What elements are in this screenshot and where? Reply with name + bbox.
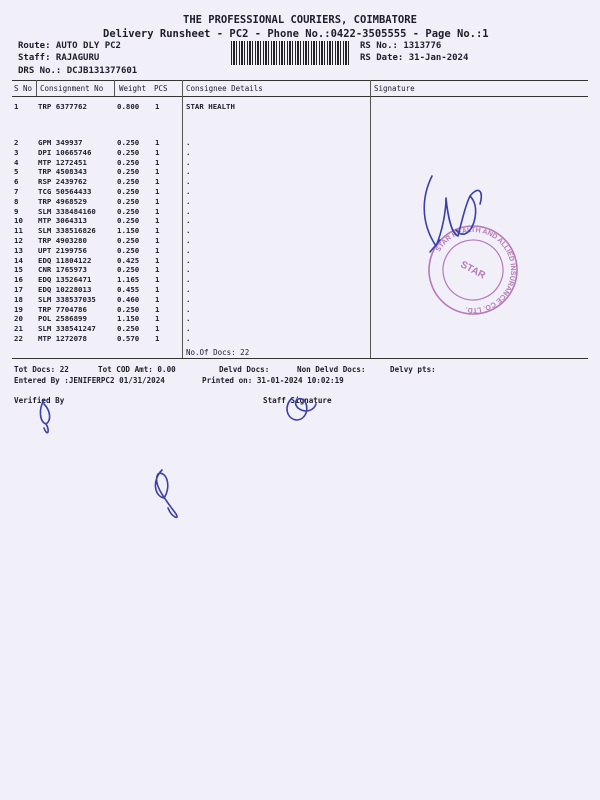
- weight-value: 0.250: [117, 216, 140, 226]
- runsheet-subtitle: Delivery Runsheet - PC2 - Phone No.:0422-3505555 - Page No.:1: [103, 28, 489, 40]
- stamp-ring-text: STAR HEALTH AND ALLIED INSURANCE CO. LTD.: [435, 226, 517, 314]
- consignment-number: DPI 10665746: [38, 147, 92, 157]
- serial-number: 1: [14, 102, 19, 111]
- consignment-number: MTP 1272451: [38, 157, 87, 167]
- serial-number: 7: [14, 187, 19, 196]
- col-header-consignment: Consignment No: [40, 84, 104, 93]
- serial-number: 13: [14, 245, 23, 255]
- consignment-number: TRP 7704786: [38, 304, 87, 314]
- weight-value: 0.460: [117, 294, 140, 304]
- consignee-details: .: [186, 216, 191, 226]
- serial-number: 8: [14, 196, 19, 206]
- consignee-details: .: [186, 138, 191, 147]
- serial-number: 18: [14, 294, 23, 304]
- serial-number: 10: [14, 216, 23, 226]
- consignee-details: .: [186, 275, 191, 285]
- pcs-count: 1: [155, 285, 160, 294]
- pcs-count: 1: [155, 245, 160, 255]
- consignee-details: .: [186, 157, 191, 167]
- pcs-count: 1: [155, 236, 160, 245]
- col-header-sno: S No: [14, 84, 33, 93]
- consignee-details: .: [186, 206, 191, 216]
- pcs-count: 1: [155, 206, 160, 216]
- col-header-pcs: PCS: [154, 84, 168, 93]
- consignee-details: .: [186, 187, 191, 196]
- signature-mark: [424, 176, 481, 252]
- serial-number: 19: [14, 304, 23, 314]
- consignee-details: .: [186, 265, 191, 275]
- consignee-details: .: [186, 236, 191, 245]
- serial-number: 2: [14, 138, 19, 147]
- weight-value: 0.250: [117, 236, 140, 245]
- non-delvd-docs: Non Delvd Docs:: [297, 365, 366, 374]
- consignee-details: .: [186, 245, 191, 255]
- weight-value: 1.150: [117, 314, 140, 324]
- serial-number: 6: [14, 177, 19, 187]
- weight-value: 0.250: [117, 167, 140, 177]
- weight-value: 0.250: [117, 196, 140, 206]
- consignment-number: CNR 1765973: [38, 265, 87, 275]
- consignment-number: UPT 2199756: [38, 245, 87, 255]
- consignee-details: .: [186, 196, 191, 206]
- consignee-details: .: [186, 177, 191, 187]
- pcs-count: 1: [155, 275, 160, 285]
- pcs-count: 1: [155, 138, 160, 147]
- weight-value: 0.250: [117, 138, 140, 147]
- rs-number: RS No.: 1313776: [360, 41, 442, 51]
- serial-number: 20: [14, 314, 23, 324]
- consignment-number: EDQ 11804122: [38, 255, 92, 265]
- weight-value: 0.250: [117, 147, 140, 157]
- consignment-number: SLM 338484160: [38, 206, 96, 216]
- serial-number: 12: [14, 236, 23, 245]
- weight-value: 0.250: [117, 324, 140, 334]
- pcs-count: 1: [155, 147, 160, 157]
- pcs-count: 1: [155, 304, 160, 314]
- serial-number: 22: [14, 334, 23, 343]
- consignee-details: .: [186, 294, 191, 304]
- consignee-details: .: [186, 334, 191, 343]
- serial-number: 5: [14, 167, 19, 177]
- initial-mark: [155, 470, 177, 517]
- consignment-number: GPM 349937: [38, 138, 83, 147]
- consignee-details: .: [186, 304, 191, 314]
- staff-label: Staff: RAJAGURU: [18, 53, 100, 63]
- consignment-number: EDQ 13526471: [38, 275, 92, 285]
- weight-value: 0.425: [117, 255, 140, 265]
- rs-date: RS Date: 31-Jan-2024: [360, 53, 469, 63]
- pcs-count: 1: [155, 177, 160, 187]
- weight-value: 0.250: [117, 304, 140, 314]
- consignee-details: .: [186, 147, 191, 157]
- consignment-number: EDQ 10228013: [38, 285, 92, 294]
- no-of-docs: No.Of Docs: 22: [186, 348, 250, 357]
- serial-number: 16: [14, 275, 23, 285]
- verified-by: Verified By: [14, 396, 65, 405]
- weight-value: 1.165: [117, 275, 140, 285]
- entered-by: Entered By :JENIFERPC2 01/31/2024: [14, 376, 165, 385]
- consignment-number: TRP 4508343: [38, 167, 87, 177]
- company-title: THE PROFESSIONAL COURIERS, COIMBATORE: [183, 14, 417, 26]
- col-header-consignee: Consignee Details: [186, 84, 263, 93]
- serial-number: 15: [14, 265, 23, 275]
- delvd-docs: Delvd Docs:: [219, 365, 270, 374]
- pcs-count: 1: [155, 324, 160, 334]
- serial-number: 17: [14, 285, 23, 294]
- pcs-count: 1: [155, 102, 160, 111]
- pcs-count: 1: [155, 255, 160, 265]
- consignment-number: TRP 4903280: [38, 236, 87, 245]
- pcs-count: 1: [155, 187, 160, 196]
- weight-value: 0.800: [117, 102, 140, 111]
- stamp-center-text: STAR: [458, 259, 488, 282]
- pcs-count: 1: [155, 167, 160, 177]
- pcs-count: 1: [155, 294, 160, 304]
- serial-number: 4: [14, 157, 19, 167]
- consignment-number: TCG 50564433: [38, 187, 92, 196]
- weight-value: 0.250: [117, 265, 140, 275]
- consignment-number: TRP 6377762: [38, 102, 87, 111]
- serial-number: 14: [14, 255, 23, 265]
- pcs-count: 1: [155, 265, 160, 275]
- pcs-count: 1: [155, 226, 160, 236]
- consignment-number: POL 2586899: [38, 314, 87, 324]
- pcs-count: 1: [155, 314, 160, 324]
- pcs-count: 1: [155, 216, 160, 226]
- route-label: Route: AUTO DLY PC2: [18, 41, 121, 51]
- consignee-details: .: [186, 324, 191, 334]
- col-header-weight: Weight: [119, 84, 147, 93]
- signature-mark: [287, 398, 316, 420]
- consignment-number: SLM 338537035: [38, 294, 96, 304]
- consignee-details: STAR HEALTH: [186, 102, 235, 111]
- weight-value: 0.250: [117, 206, 140, 216]
- tot-cod-amt: Tot COD Amt: 0.00: [98, 365, 176, 374]
- drs-number: DRS No.: DCJB131377601: [18, 66, 138, 76]
- weight-value: 0.250: [117, 157, 140, 167]
- weight-value: 0.455: [117, 285, 140, 294]
- consignment-number: SLM 338541247: [38, 324, 96, 334]
- weight-value: 0.250: [117, 177, 140, 187]
- consignment-number: RSP 2439762: [38, 177, 87, 187]
- weight-value: 1.150: [117, 226, 140, 236]
- consignment-number: MTP 1272078: [38, 334, 87, 343]
- weight-value: 0.570: [117, 334, 140, 343]
- serial-number: 21: [14, 324, 23, 334]
- consignee-details: .: [186, 285, 191, 294]
- staff-signature-label: Staff Signature: [263, 396, 332, 405]
- pcs-count: 1: [155, 157, 160, 167]
- consignment-number: TRP 4968529: [38, 196, 87, 206]
- printed-on: Printed on: 31-01-2024 10:02:19: [202, 376, 344, 385]
- consignment-number: MTP 3064313: [38, 216, 87, 226]
- weight-value: 0.250: [117, 245, 140, 255]
- weight-value: 0.250: [117, 187, 140, 196]
- pcs-count: 1: [155, 196, 160, 206]
- consignee-details: .: [186, 314, 191, 324]
- tot-docs: Tot Docs: 22: [14, 365, 69, 374]
- col-header-signature: Signature: [374, 84, 415, 93]
- serial-number: 3: [14, 147, 19, 157]
- consignment-number: SLM 338516826: [38, 226, 96, 236]
- delvy-pts: Delvy pts:: [390, 365, 436, 374]
- pcs-count: 1: [155, 334, 160, 343]
- verifier-mark: [40, 400, 49, 433]
- consignee-details: .: [186, 167, 191, 177]
- serial-number: 9: [14, 206, 19, 216]
- serial-number: 11: [14, 226, 23, 236]
- consignee-details: .: [186, 226, 191, 236]
- consignee-details: .: [186, 255, 191, 265]
